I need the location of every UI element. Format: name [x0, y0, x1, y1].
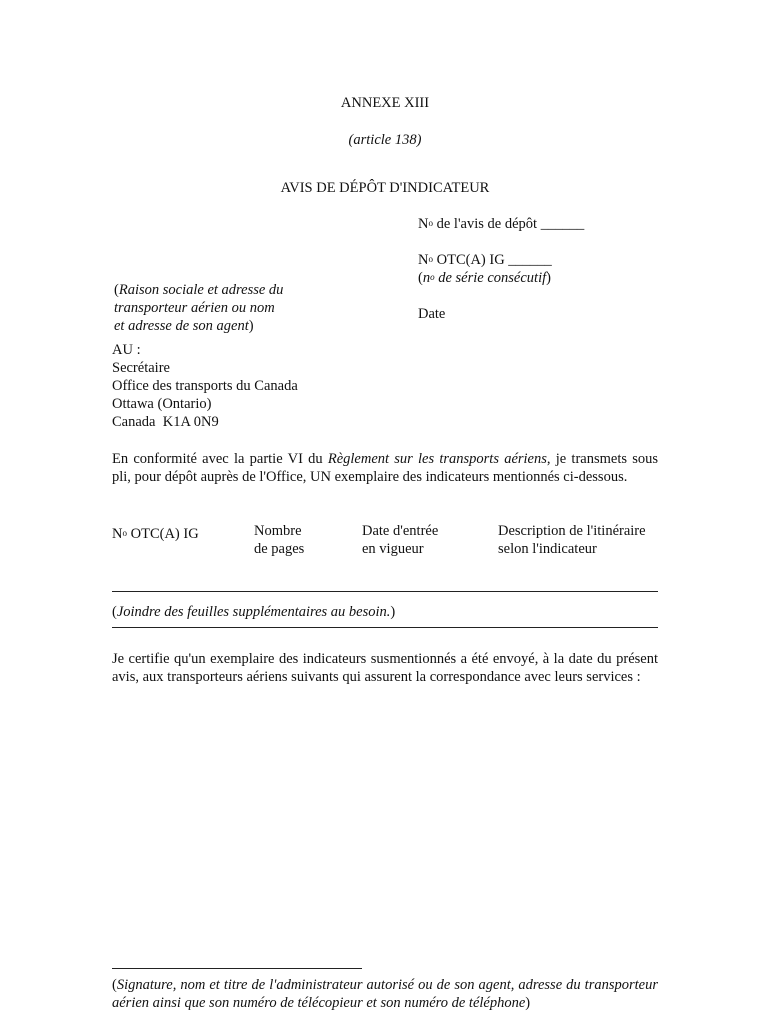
- col-header-itinerary: Description de l'itinéraire selon l'indicateur: [498, 523, 646, 557]
- col-header-effective-date: Date d'entrée en vigueur: [362, 523, 439, 557]
- article-reference: (article 138): [348, 132, 422, 148]
- annex-heading: ANNEXE XIII: [340, 95, 430, 111]
- superscript-o: o: [428, 254, 433, 264]
- rule-above-note: [112, 591, 658, 592]
- superscript-o: o: [428, 218, 433, 228]
- signature-line: [112, 968, 362, 969]
- recipient-address: AU : Secrétaire Office des transports du Canada Ottawa (Ontario) Canada K1A 0N9: [112, 342, 298, 430]
- superscript-o: o: [430, 272, 435, 282]
- superscript-o: o: [122, 528, 127, 538]
- date-label: Date: [418, 306, 446, 322]
- col-header-otc-number: $N^o$ OTC(A) IG: [112, 526, 199, 542]
- serial-number-note: ($n^o$ de série consécutif): [418, 270, 551, 286]
- signature-caption: (Signature, nom et titre de l'administrateur autorisé ou de son agent, adresse du transporteur aérien ainsi que son numéro de télécopieur et son numéro de téléphone): [112, 977, 658, 1011]
- rule-below-note: [112, 627, 658, 628]
- compliance-paragraph: En conformité avec la partie VI du Règlement sur les transports aériens, je transmets sous pli, pour dépôt auprès de l'Office, UN exemplaire des indicateurs mentionnés ci-dessous.: [112, 451, 659, 485]
- attachment-note: (Joindre des feuilles supplémentaires au besoin.): [112, 604, 396, 620]
- form-title: AVIS DE DÉPÔT D'INDICATEUR: [280, 180, 490, 196]
- col-header-page-count: Nombre de pages: [254, 523, 305, 557]
- notice-number-line: $N^o$ de l'avis de dépôt ______: [418, 216, 585, 232]
- otc-number-line: $N^o$ OTC(A) IG ______: [418, 252, 552, 268]
- carrier-name-address: (Raison sociale et adresse du transporteur aérien ou nom et adresse de son agent): [114, 282, 284, 334]
- certification-paragraph: Je certifie qu'un exemplaire des indicateurs susmentionnés a été envoyé, à la date du présent avis, aux transporteurs aériens suivants qui assurent la correspondance avec leurs services :: [112, 651, 658, 685]
